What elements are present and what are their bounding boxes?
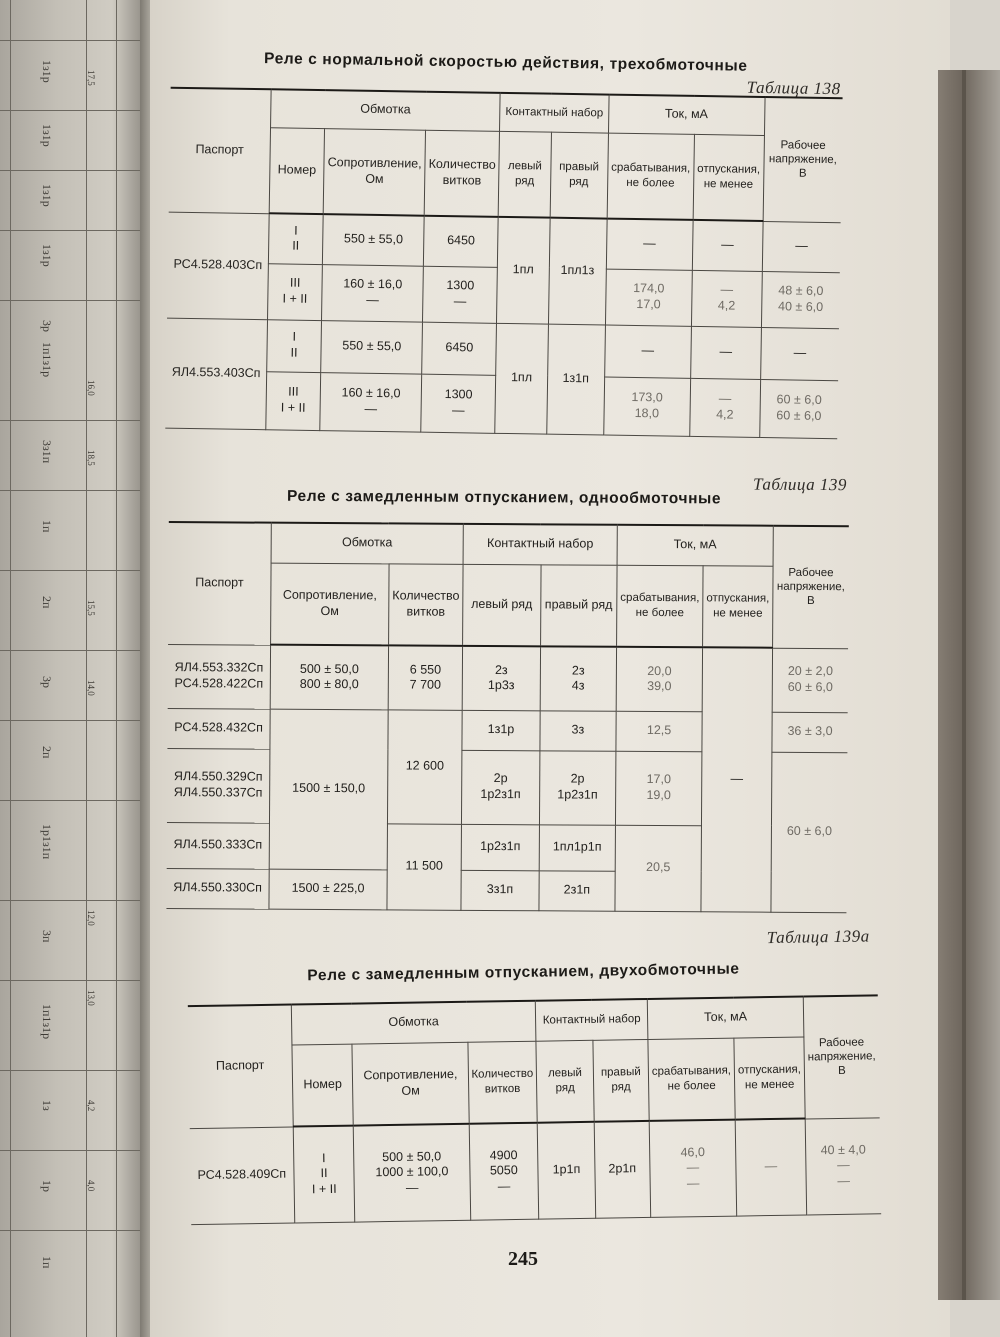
left-cell: 1з1р	[40, 244, 54, 267]
right-row-cell: 2з 4з	[540, 646, 617, 710]
left-row-cell: 1пл	[497, 217, 550, 324]
passport-cell: РС4.528.432Сп	[167, 708, 270, 749]
table139a-title: Реле с замедленным отпусканием, двухобмоточные	[307, 960, 740, 985]
header-number: Номер	[292, 1044, 354, 1127]
header-passport: Паспорт	[169, 88, 271, 214]
left-number: 4,0	[86, 1180, 96, 1192]
release-cell: — 4,2	[690, 378, 761, 437]
pickup-cell: —	[604, 325, 691, 378]
header-current: Ток, мА	[608, 95, 765, 135]
table139-caption: Таблица 139	[752, 474, 847, 495]
turns-cell: 6 550 7 700	[388, 645, 463, 709]
header-right-row: правый ряд	[593, 1039, 649, 1122]
left-cell: 3р	[40, 320, 54, 332]
header-current: Ток, мА	[647, 997, 804, 1039]
left-cell: 3п	[40, 930, 54, 943]
passport-cell: ЯЛ4.553.332Сп РС4.528.422Сп	[168, 644, 271, 709]
turns-cell: 4900 5050 —	[469, 1123, 539, 1220]
left-cell: 1п	[40, 1256, 54, 1269]
winding-number: I II	[267, 319, 322, 372]
turns-cell: 6450	[422, 322, 497, 375]
left-cell: 2п	[40, 746, 54, 759]
header-resistance: Сопротивление, Ом	[323, 128, 425, 216]
left-cell: 1р	[40, 1180, 54, 1192]
header-release: отпускания, не менее	[693, 134, 764, 221]
left-cell: 1з1р	[40, 60, 54, 83]
voltage-cell: 36 ± 3,0	[772, 712, 848, 752]
pickup-cell: 20,0 39,0	[616, 647, 703, 712]
voltage-cell: 60 ± 6,0 60 ± 6,0	[759, 379, 838, 438]
header-left-row: левый ряд	[536, 1040, 594, 1123]
right-row-cell: 1з1п	[546, 324, 605, 435]
resistance-cell: 160 ± 16,0 —	[320, 372, 422, 432]
voltage-cell: 20 ± 2,0 60 ± 6,0	[772, 648, 848, 712]
pickup-cell: 20,5	[615, 825, 702, 912]
table139a	[188, 994, 881, 1224]
header-right-row: правый ряд	[550, 132, 609, 219]
voltage-cell: 48 ± 6,0 40 ± 6,0	[761, 271, 840, 328]
left-number: 12,0	[86, 910, 96, 926]
resistance-cell: 160 ± 16,0 —	[322, 264, 424, 322]
header-resistance: Сопротивление, Ом	[271, 563, 389, 646]
header-left-row: левый ряд	[463, 564, 541, 646]
header-voltage: Рабочее напряжение, В	[803, 995, 879, 1118]
voltage-cell: 60 ± 6,0	[771, 752, 848, 912]
release-cell: —	[690, 326, 761, 379]
voltage-cell: 40 ± 4,0 — —	[805, 1117, 881, 1214]
left-number: 14,0	[86, 680, 96, 696]
header-passport: Паспорт	[168, 522, 271, 645]
pickup-cell: 17,0 19,0	[615, 751, 702, 826]
pickup-cell: 173,0 18,0	[603, 377, 690, 436]
resistance-cell: 500 ± 50,0 1000 ± 100,0 —	[354, 1124, 471, 1222]
winding-number: I II	[268, 213, 323, 264]
left-cell: 1з1р	[40, 184, 54, 207]
header-right-row: правый ряд	[540, 564, 617, 646]
resistance-cell: 1500 ± 225,0	[269, 869, 387, 910]
table139a-caption: Таблица 139а	[766, 926, 870, 948]
left-row-cell: 1р1п	[537, 1122, 595, 1219]
passport-cell: ЯЛ4.550.330Сп	[166, 868, 269, 909]
left-row-cell: 1р2з1п	[461, 824, 539, 870]
right-row-cell: 2з1п	[539, 870, 615, 910]
right-row-cell: 1пл1р1п	[539, 824, 616, 870]
pickup-cell: —	[606, 219, 693, 270]
right-row-cell: 2р 1р2з1п	[539, 750, 616, 824]
left-row-cell: 1з1р	[462, 710, 540, 750]
passport-cell: РС4.528.403Сп	[167, 212, 269, 320]
table138-caption: Таблица 138	[746, 77, 841, 99]
header-release: отпускания, не менее	[734, 1037, 805, 1120]
pickup-cell: 174,0 17,0	[605, 269, 692, 326]
left-row-cell: 3з1п	[461, 870, 539, 910]
winding-number: I II I + II	[293, 1126, 355, 1223]
right-row-cell: 2р1п	[594, 1121, 651, 1218]
left-cell: 3р	[40, 676, 54, 688]
passport-cell: РС4.528.409Сп	[190, 1127, 295, 1225]
left-cell: 1з	[40, 1100, 54, 1111]
header-pickup: срабатывания, не более	[607, 133, 694, 220]
turns-cell: 1300 —	[423, 266, 498, 323]
voltage-cell: —	[760, 327, 839, 380]
left-number: 17,5	[86, 70, 96, 86]
turns-cell: 11 500	[387, 823, 462, 909]
header-winding: Обмотка	[271, 89, 501, 131]
release-cell: — 4,2	[691, 270, 762, 327]
left-number: 13,0	[86, 990, 96, 1006]
release-cell: —	[701, 647, 773, 911]
header-resistance: Сопротивление, Ом	[352, 1042, 468, 1126]
left-number: 15,5	[86, 600, 96, 616]
winding-number: III I + II	[267, 263, 322, 320]
header-voltage: Рабочее напряжение, В	[763, 97, 843, 222]
left-row-cell: 1пл	[495, 323, 548, 434]
left-cell: 1з1р	[40, 124, 54, 147]
left-row-cell: 2р 1р2з1п	[462, 750, 540, 824]
left-cell: 1р1з1п	[40, 824, 54, 860]
header-left-row: левый ряд	[498, 131, 551, 218]
release-cell: —	[735, 1118, 806, 1215]
header-winding: Обмотка	[291, 1001, 536, 1045]
header-turns: Количество витков	[424, 130, 499, 217]
table138-title: Реле с нормальной скоростью действия, трехобмоточные	[263, 50, 748, 75]
pickup-cell: 46,0 — —	[649, 1120, 737, 1217]
resistance-cell: 500 ± 50,0 800 ± 80,0	[270, 645, 388, 710]
left-number: 18,5	[86, 450, 96, 466]
turns-cell: 6450	[424, 216, 499, 267]
resistance-cell: 1500 ± 150,0	[269, 709, 388, 870]
right-row-cell: 3з	[540, 710, 616, 750]
header-pickup: срабатывания, не более	[648, 1038, 735, 1121]
header-contact-set: Контактный набор	[463, 524, 617, 565]
header-contact-set: Контактный набор	[536, 999, 648, 1041]
right-row-cell: 1пл1з	[548, 218, 607, 325]
header-number: Номер	[269, 127, 325, 214]
header-current: Ток, мА	[617, 525, 773, 566]
pickup-cell: 12,5	[616, 711, 702, 752]
left-cell: 2п	[40, 596, 54, 609]
header-pickup: срабатывания, не более	[617, 565, 704, 648]
page-number: 245	[508, 1248, 538, 1270]
release-cell: —	[692, 220, 763, 271]
left-number: 4,2	[86, 1100, 96, 1112]
resistance-cell: 550 ± 55,0	[323, 214, 425, 266]
left-cell: 1п1з1р	[40, 1004, 54, 1040]
table139-title: Реле с замедленным отпусканием, однообмоточные	[286, 487, 722, 508]
left-cell: 3з1п	[40, 440, 54, 464]
left-cell: 1п1з1р	[40, 342, 54, 378]
header-passport: Паспорт	[188, 1005, 293, 1129]
resistance-cell: 550 ± 55,0	[321, 320, 423, 374]
header-winding: Обмотка	[271, 523, 463, 564]
turns-cell: 12 600	[387, 709, 462, 823]
header-turns: Количество витков	[467, 1041, 537, 1124]
passport-cell: ЯЛ4.550.329Сп ЯЛ4.550.337Сп	[167, 748, 270, 823]
left-row-cell: 2з 1р3з	[462, 646, 540, 710]
left-number: 16,0	[86, 380, 96, 396]
voltage-cell: —	[762, 221, 841, 272]
header-turns: Количество витков	[389, 563, 464, 645]
header-voltage: Рабочее напряжение, В	[773, 526, 849, 648]
header-contact-set: Контактный набор	[500, 93, 609, 133]
turns-cell: 1300 —	[421, 374, 496, 433]
winding-number: III I + II	[266, 371, 321, 430]
passport-cell: ЯЛ4.553.403Сп	[165, 318, 267, 430]
passport-cell: ЯЛ4.550.333Сп	[167, 822, 270, 869]
header-release: отпускания, не менее	[703, 565, 773, 647]
left-cell: 1п	[40, 520, 54, 533]
